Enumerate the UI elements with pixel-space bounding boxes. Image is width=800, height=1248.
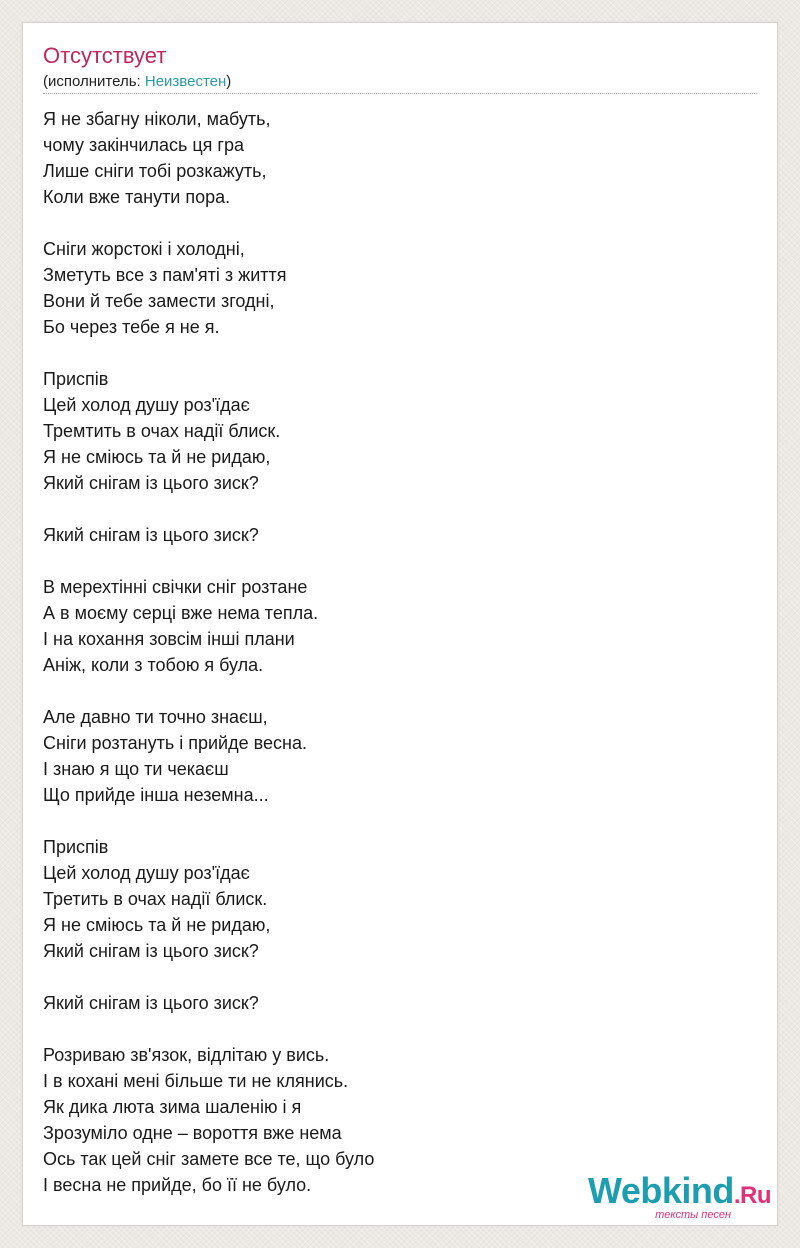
lyric-line: Я не сміюсь та й не ридаю, bbox=[43, 447, 271, 467]
lyric-line: Цей холод душу роз'їдає bbox=[43, 395, 250, 415]
lyric-line: В мерехтінні свічки сніг розтане bbox=[43, 577, 308, 597]
stanza-gap bbox=[43, 210, 374, 236]
stanza-gap bbox=[43, 548, 374, 574]
stanza-gap bbox=[43, 964, 374, 990]
lyric-line: чому закінчилась ця гра bbox=[43, 135, 245, 155]
lyric-line: Зрозуміло одне – вороття вже нема bbox=[43, 1123, 342, 1143]
logo-tagline: тексты песен bbox=[655, 1209, 731, 1221]
lyric-line: Сніги жорстокі і холодні, bbox=[43, 239, 245, 259]
lyric-line: Цей холод душу роз'їдає bbox=[43, 863, 250, 883]
logo-tld: .Ru bbox=[733, 1182, 771, 1209]
lyric-line: Приспів bbox=[43, 837, 109, 857]
stanza-gap bbox=[43, 340, 374, 366]
title-divider bbox=[43, 93, 757, 94]
lyric-line: Який снігам із цього зиск? bbox=[43, 993, 259, 1013]
lyric-line: Але давно ти точно знаєш, bbox=[43, 707, 268, 727]
artist-suffix: ) bbox=[226, 73, 232, 90]
lyric-line: Зметуть все з пам'яті з життя bbox=[43, 265, 287, 285]
lyric-line: І знаю я що ти чекаєш bbox=[43, 759, 229, 779]
logo-brand: Webkind bbox=[587, 1170, 734, 1211]
logo-wordmark bbox=[587, 1170, 771, 1214]
artist-prefix: (исполнитель: bbox=[43, 73, 145, 90]
lyric-line: Приспів bbox=[43, 369, 109, 389]
lyric-line: А в моєму серці вже нема тепла. bbox=[43, 603, 319, 623]
artist-line bbox=[43, 73, 231, 91]
lyric-line: Бо через тебе я не я. bbox=[43, 317, 220, 337]
lyric-line: Який снігам із цього зиск? bbox=[43, 473, 259, 493]
lyric-line: І на кохання зовсім інші плани bbox=[43, 629, 295, 649]
stanza-gap bbox=[43, 678, 374, 704]
lyric-line: Коли вже танути пора. bbox=[43, 187, 231, 207]
lyric-line: Вони й тебе замести згодні, bbox=[43, 291, 275, 311]
lyric-line: Що прийде інша неземна... bbox=[43, 785, 269, 805]
lyric-line: Я не сміюсь та й не ридаю, bbox=[43, 915, 271, 935]
lyric-line: Ось так цей сніг замете все те, що було bbox=[43, 1149, 375, 1169]
lyric-line: Який снігам із цього зиск? bbox=[43, 525, 259, 545]
lyric-line: Аніж, коли з тобою я була. bbox=[43, 655, 264, 675]
stanza-gap bbox=[43, 808, 374, 834]
lyric-line: Як дика люта зима шаленію і я bbox=[43, 1097, 302, 1117]
webkind-logo[interactable] bbox=[587, 1170, 771, 1221]
lyric-line: Тремтить в очах надії блиск. bbox=[43, 421, 281, 441]
stanza-gap bbox=[43, 1016, 374, 1042]
lyric-line: Який снігам із цього зиск? bbox=[43, 941, 259, 961]
lyrics-body bbox=[43, 106, 374, 1198]
artist-link[interactable]: Неизвестен bbox=[144, 73, 227, 90]
lyric-line: І весна не прийде, бо її не було. bbox=[43, 1175, 312, 1195]
lyric-line: Третить в очах надії блиск. bbox=[43, 889, 268, 909]
lyric-line: Сніги розтануть і прийде весна. bbox=[43, 733, 307, 753]
lyrics-card bbox=[22, 22, 778, 1226]
lyric-line: Я не збагну ніколи, мабуть, bbox=[43, 109, 271, 129]
stanza-gap bbox=[43, 496, 374, 522]
song-title: Отсутствует bbox=[43, 43, 167, 68]
lyric-line: І в кохані мені більше ти не клянись. bbox=[43, 1071, 349, 1091]
lyric-line: Розриваю зв'язок, відлітаю у вись. bbox=[43, 1045, 330, 1065]
lyric-line: Лише сніги тобі розкажуть, bbox=[43, 161, 267, 181]
